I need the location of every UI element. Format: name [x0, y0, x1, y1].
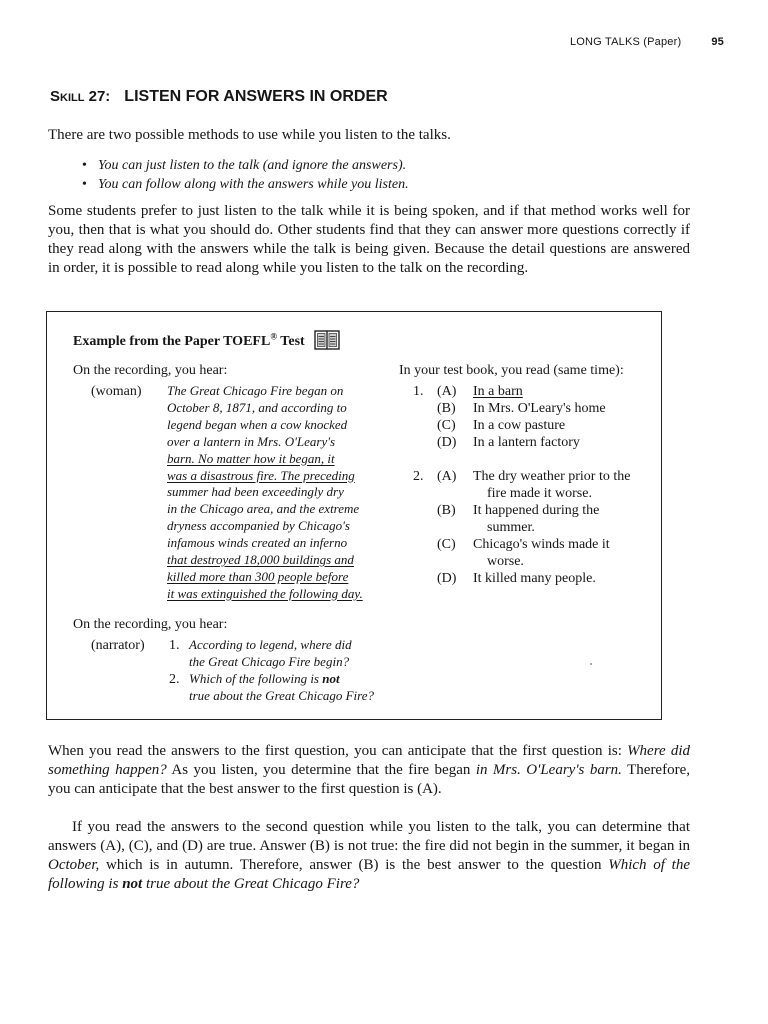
answer-letter: (D) [437, 571, 457, 586]
answer-option [437, 570, 471, 587]
answer-letter: (B) [437, 503, 456, 518]
answer-text: It happened during the [473, 503, 600, 518]
italic-run: October, [48, 857, 100, 873]
text-run: When you read the answers to the first question, you can anticipate that the first question is: [48, 743, 628, 759]
recording-heading: On the recording, you hear: [73, 363, 228, 378]
answer-text: fire made it worse. [487, 486, 592, 501]
second-question-paragraph [48, 818, 690, 894]
talk-line: The Great Chicago Fire began on [167, 383, 344, 398]
italic-run: Where did something happen? [48, 743, 690, 778]
answer-text: In a cow pasture [473, 418, 566, 433]
italic-run: Which of the following is [48, 857, 690, 892]
question-number: 2. [413, 469, 424, 484]
narrator-question-text: Which of the following is [189, 671, 323, 686]
text-run: which is in autumn. Therefore, answer (B) is the best answer to the question [99, 857, 609, 873]
answer-letter: (A) [437, 469, 457, 484]
answer-letter: (C) [437, 537, 456, 552]
example-box [46, 311, 662, 720]
talk-line: October 8, 1871, and according to [167, 399, 347, 415]
book-icon [314, 330, 340, 355]
talk-line: that destroyed 18,000 buildings and [167, 552, 354, 568]
italic-run: in Mrs. O'Leary's barn. [475, 762, 622, 778]
question-number: 1. [413, 384, 424, 399]
narrator-question-line [189, 671, 429, 688]
talk-line: killed more than 300 people before [167, 568, 349, 584]
answer-text: summer. [487, 520, 535, 535]
answer-text: In a barn [473, 384, 523, 399]
answer-letter: (A) [437, 384, 457, 399]
answer-text: In a lantern factory [473, 435, 580, 450]
registered-mark: ® [270, 331, 278, 342]
skill-heading [50, 88, 388, 106]
answer-option [413, 383, 471, 400]
answer-letter: (B) [437, 401, 456, 416]
emphasis-not: not [122, 876, 143, 892]
answer-text: In Mrs. O'Leary's home [473, 401, 606, 416]
method-list [98, 156, 409, 194]
text-run: Therefore, you can anticipate that the best answer to the first question is (A). [48, 762, 690, 797]
answer-option [437, 536, 471, 553]
narrator-question-line: true about the Great Chicago Fire? [189, 687, 374, 703]
answer-option [413, 468, 471, 485]
list-item [98, 175, 409, 194]
speaker-label: (woman) [91, 384, 142, 399]
example-title-text: Example from the Paper TOEFL [73, 334, 271, 349]
narrator-question-number: 1. [169, 638, 180, 653]
narrator-question-line: According to legend, where did [189, 637, 352, 652]
talk-line: over a lantern in Mrs. O'Leary's [167, 433, 336, 449]
talk-line: legend began when a cow knocked [167, 416, 348, 432]
page-number: 95 [711, 36, 724, 48]
talk-transcript [167, 383, 407, 603]
answer-option [437, 434, 471, 451]
narrator-heading: On the recording, you hear: [73, 617, 228, 632]
bullet-text: You can just listen to the talk (and ignore the answers). [98, 158, 407, 173]
talk-line: infamous winds created an inferno [167, 535, 348, 551]
narrator-label: (narrator) [91, 638, 145, 653]
test-book-heading: In your test book, you read (same time): [399, 363, 624, 378]
bullet-text: You can follow along with the answers while you listen. [98, 177, 409, 192]
example-title-tail: Test [280, 334, 305, 349]
answer-option [437, 502, 471, 519]
emphasis-not: not [322, 671, 340, 686]
narrator-question-number: 2. [169, 672, 180, 687]
skill-title: LISTEN FOR ANSWERS IN ORDER [124, 88, 388, 105]
example-title [73, 330, 340, 355]
text-run: If you read the answers to the second question while you listen to the talk, you can determine that answers (A), (C), and (D) are true. Answer (B) is not true: the fire did not begin in the summer, it began in [48, 819, 690, 854]
methods-paragraph: Some students prefer to just listen to the talk while it is being spoken, and if that method works well for you, then that is what you should do. Other students find that they can answer more questions correctly if they read along with the answers while the talk is being given. Because the detail questions are answered in order, it is possible to read along while you listen to the talk on the recording. [48, 203, 690, 276]
answer-option [437, 417, 471, 434]
answer-text: worse. [487, 554, 524, 569]
running-head [570, 36, 724, 48]
intro-paragraph: There are two possible methods to use while you listen to the talks. [48, 127, 451, 143]
answer-text: The dry weather prior to the [473, 469, 631, 484]
anticipation-paragraph [48, 742, 690, 799]
talk-line: it was extinguished the following day. [167, 585, 363, 601]
talk-line: barn. No matter how it began, it [167, 450, 335, 466]
answer-text: Chicago's winds made it [473, 537, 610, 552]
talk-line: in the Chicago area, and the extreme [167, 501, 360, 517]
talk-line: summer had been exceedingly dry [167, 484, 344, 500]
narrator-question [189, 671, 429, 705]
talk-line: was a disastrous fire. The preceding [167, 467, 355, 483]
scan-speck [590, 663, 592, 665]
skill-number: Skill 27: [50, 88, 111, 105]
talk-line: dryness accompanied by Chicago's [167, 518, 350, 534]
list-item [98, 156, 409, 175]
narrator-question-line: the Great Chicago Fire begin? [189, 653, 350, 669]
answer-letter: (C) [437, 418, 456, 433]
answer-option [437, 400, 471, 417]
narrator-question [189, 637, 429, 671]
section-title: LONG TALKS (Paper) [569, 36, 682, 48]
answer-text: It killed many people. [473, 571, 596, 586]
text-run: As you listen, you determine that the fire began [166, 762, 476, 778]
answer-letter: (D) [437, 435, 457, 450]
italic-run: true about the Great Chicago Fire? [142, 876, 360, 892]
